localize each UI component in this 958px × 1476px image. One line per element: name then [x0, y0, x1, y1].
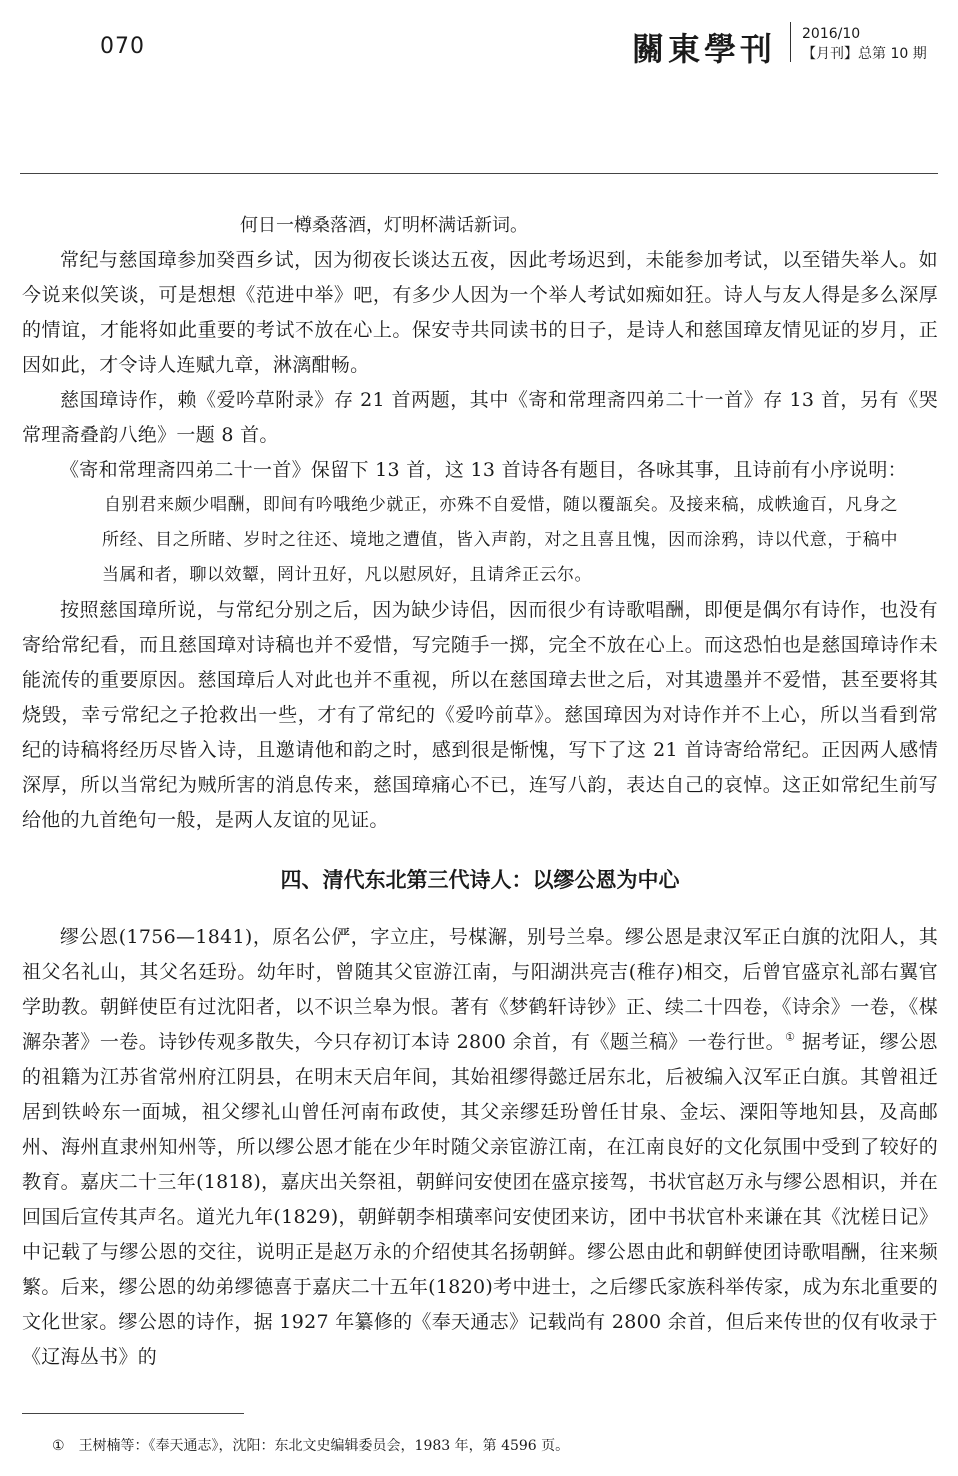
poem-line: 何日一樽桑落酒，灯明杯满话新词。	[240, 215, 528, 236]
paragraph-3: 《寄和常理斋四弟二十一首》保留下 13 首，这 13 首诗各有题目，各咏其事，且诗前有小序说明：	[60, 459, 907, 481]
journal-name: 關東學刊	[631, 30, 776, 68]
footnote-reference: ①	[785, 1030, 796, 1044]
footnote-text: 王树楠等：《奉天通志》，沈阳：东北文史编辑委员会，1983 年，第 4596 页。	[78, 1438, 570, 1454]
header-rule	[20, 173, 938, 174]
footnote-rule	[22, 1413, 244, 1414]
block-quote: 自别君来颇少唱酬，即间有吟哦绝少就正，亦殊不自爱惜，随以覆瓿矣。及接来稿，成帙逾百，凡身之所经、目之所睹、岁时之往还、境地之遭值，皆入声韵，对之且喜且愧，因而涂鸦，诗以代意，于稿中当属和者，聊以效颦，罔计丑好，凡以慰夙好，且请斧正云尔。	[102, 495, 898, 585]
issue-date: 2016/10	[802, 26, 861, 42]
footnote	[52, 1436, 569, 1456]
paragraph-5-part-b: 据考证，缪公恩的祖籍为江苏省常州府江阴县，在明末天启年间，其始祖缪得懿迁居东北，后被编入汉军正白旗。其曾祖迁居到铁岭东一面城，祖父缪礼山曾任河南布政使，其父亲缪廷玢曾任甘泉、金坛、溧阳等地知县，及高邮州、海州直隶州知州等，所以缪公恩才能在少年时随父亲宦游江南，在江南良好的文化氛围中受到了较好的教育。嘉庆二十三年(1818)，嘉庆出关祭祖，朝鲜问安使团在盛京接驾，书状官赵万永与缪公恩相识，并在回国后宣传其声名。道光九年(1829)，朝鲜朝李相璜率问安使团来访，团中书状官朴来谦在其《沈槎日记》中记载了与缪公恩的交往，说明正是赵万永的介绍使其名扬朝鲜。缪公恩由此和朝鲜使团诗歌唱酬，往来频繁。后来，缪公恩的幼弟缪德喜于嘉庆二十五年(1820)考中进士，之后缪氏家族科举传家，成为东北重要的文化世家。缪公恩的诗作，据 1927 年纂修的《奉天通志》记载尚有 2800 余首，但后来传世的仅有收录于《辽海丛书》的	[22, 1031, 938, 1368]
paragraph-2: 慈国璋诗作，赖《爱吟草附录》存 21 首两题，其中《寄和常理斋四弟二十一首》存 13 首，另有《哭常理斋叠韵八绝》一题 8 首。	[22, 389, 938, 446]
article-body	[22, 208, 938, 1375]
footnote-mark: ①	[52, 1438, 65, 1454]
paragraph-5	[22, 920, 938, 1375]
page-number: 070	[100, 34, 145, 59]
issue-info: 【月刊】总第 10 期	[802, 46, 927, 62]
issue-block	[802, 24, 927, 64]
section-heading: 四、清代东北第三代诗人：以缪公恩为中心	[280, 868, 680, 892]
paragraph-4: 按照慈国璋所说，与常纪分别之后，因为缺少诗侣，因而很少有诗歌唱酬，即便是偶尔有诗作，也没有寄给常纪看，而且慈国璋对诗稿也并不爱惜，写完随手一掷，完全不放在心上。而这恐怕也是慈国璋诗作未能流传的重要原因。慈国璋后人对此也并不重视，所以在慈国璋去世之后，对其遗墨并不爱惜，甚至要将其烧毁，幸亏常纪之子抢救出一些，才有了常纪的《爱吟前草》。慈国璋因为对诗作并不上心，所以当看到常纪的诗稿将经历尽皆入诗，且邀请他和韵之时，感到很是惭愧，写下了这 21 首诗寄给常纪。正因两人感情深厚，所以当常纪为贼所害的消息传来，慈国璋痛心不已，连写八韵，表达自己的哀悼。这正如常纪生前写给他的九首绝句一般，是两人友谊的见证。	[22, 599, 938, 831]
paragraph-1: 常纪与慈国璋参加癸酉乡试，因为彻夜长谈达五夜，因此考场迟到，未能参加考试，以至错失举人。如今说来似笑谈，可是想想《范进中举》吧，有多少人因为一个举人考试如痴如狂。诗人与友人得是多么深厚的情谊，才能将如此重要的考试不放在心上。保安寺共同读书的日子，是诗人和慈国璋友情见证的岁月，正因如此，才令诗人连赋九章，淋漓酣畅。	[22, 249, 938, 376]
masthead-divider	[790, 22, 791, 62]
paragraph-5-part-a: 缪公恩(1756—1841)，原名公俨，字立庄，号楳澥，别号兰皋。缪公恩是隶汉军正白旗的沈阳人，其祖父名礼山，其父名廷玢。幼年时，曾随其父宦游江南，与阳湖洪亮吉(稚存)相交，后曾官盛京礼部右翼官学助教。朝鲜使臣有过沈阳者，以不识兰皋为恨。著有《梦鹤轩诗钞》正、续二十四卷，《诗余》一卷，《楳澥杂著》一卷。诗钞传观多散失，今只存初订本诗 2800 余首，有《题兰稿》一卷行世。	[22, 926, 938, 1053]
